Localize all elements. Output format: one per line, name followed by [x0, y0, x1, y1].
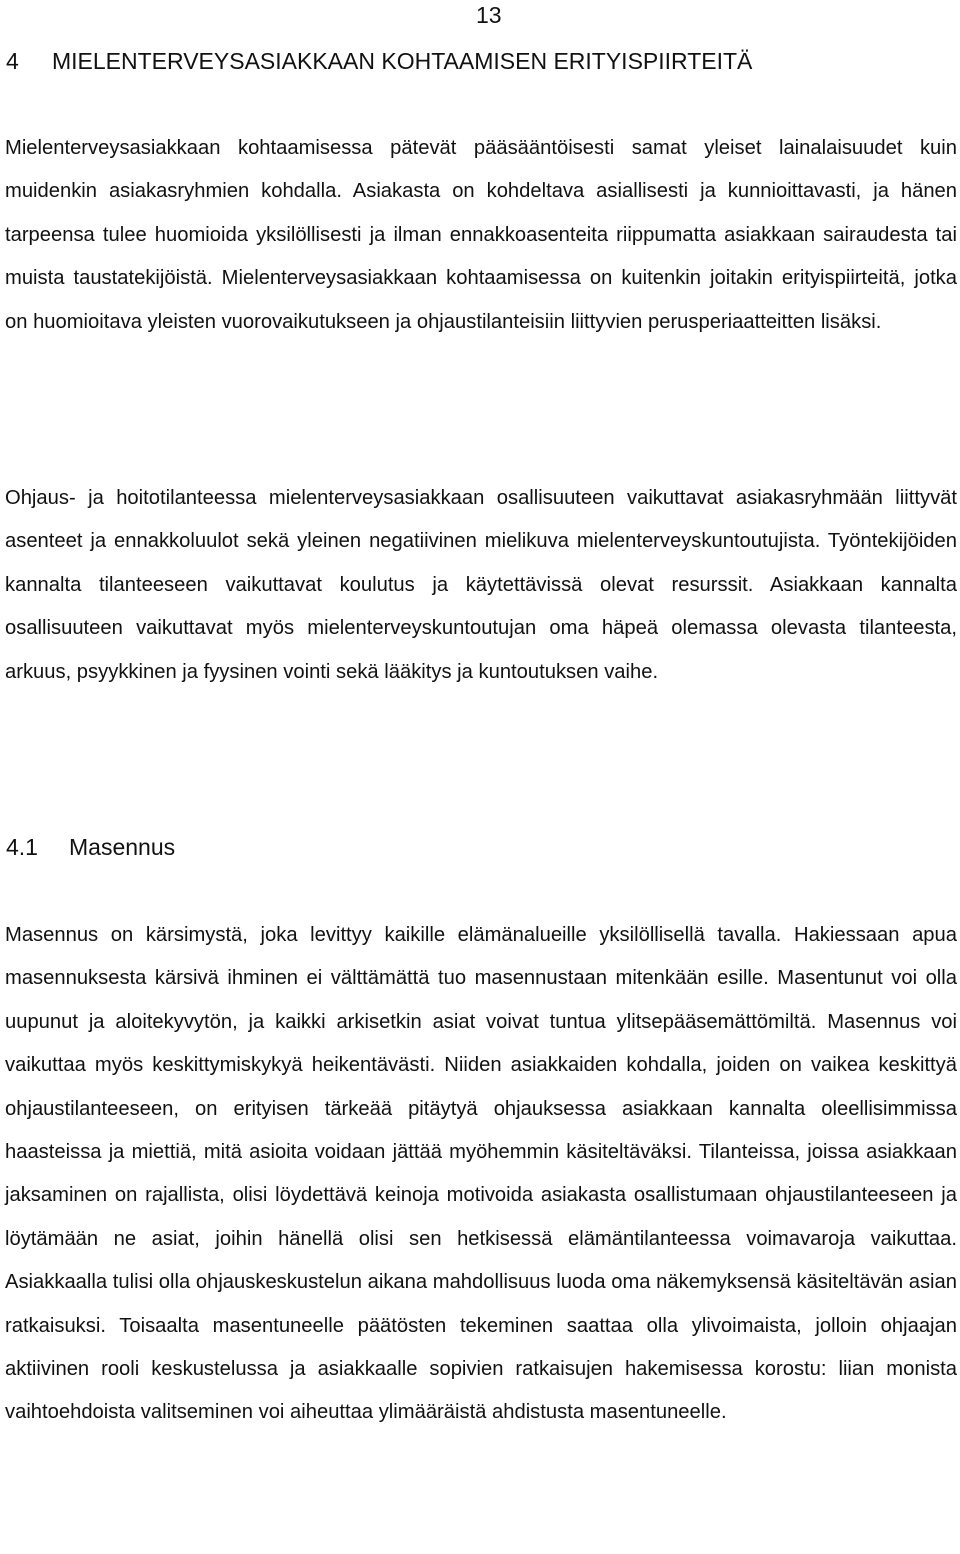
intro-paragraph: Mielenterveysasiakkaan kohtaamisessa pätevät pääsääntöisesti samat yleiset lainalaisuudet kuin muidenkin asiakasryhmien kohdalla. Asiakasta on kohdeltava asiallisesti ja kunnioittavasti, ja hänen tarpeensa tulee huomioida yksilöllisesti ja ilman ennakkoasenteita riippumatta asiakkaan sairaudesta tai muista taustatekijöistä. Mielenterveysasiakkaan kohtaamisessa on kuitenkin joitakin erityispiirteitä, jotka on huomioitava yleisten vuorovaikutukseen ja ohjaustilanteisiin liittyvien perusperiaatteitten lisäksi.: [5, 137, 957, 333]
depression-paragraph: Masennus on kärsimystä, joka levittyy kaikille elämänalueille yksilöllisellä tavalla. Hakiessaan apua masennuksesta kärsivä ihminen ei välttämättä tuo masennustaan mitenkään esille. Masentunut voi olla uupunut ja aloitekyvytön, ja kaikki arkisetkin asiat voivat tuntua ylitsepääsemättömiltä. Masennus voi vaikuttaa myös keskittymiskykyä heikentävästi. Niiden asiakkaiden kohdalla, joiden on vaikea keskittyä ohjaustilanteeseen, on erityisen tärkeää pitäytyä ohjauksessa asiakkaan kannalta oleellisimmissa haasteissa ja miettiä, mitä asioita voidaan jättää myöhemmin käsiteltäväksi. Tilanteissa, joissa asiakkaan jaksaminen on rajallista, olisi löydettävä keinoja motivoida asiakasta osallistumaan ohjaustilanteeseen ja löytämään ne asiat, joihin hänellä olisi sen hetkisessä elämäntilanteessa voimavaroja vaikuttaa. Asiakkaalla tulisi olla ohjauskeskustelun aikana mahdollisuus luoda oma näkemyksensä käsiteltävän asian ratkaisuksi. Toisaalta masentuneelle päätösten tekeminen saattaa olla ylivoimaista, jolloin ohjaajan aktiivinen rooli keskustelussa ja asiakkaalle sopivien ratkaisujen hakemisessa korostu: liian monista vaihtoehdoista valitseminen voi aiheuttaa ylimääräistä ahdistusta masentuneelle.: [5, 924, 957, 1424]
participation-paragraph: Ohjaus- ja hoitotilanteessa mielenterveysasiakkaan osallisuuteen vaikuttavat asiakasryhmään liittyvät asenteet ja ennakkoluulot sekä yleinen negatiivinen mielikuva mielenterveyskuntoutujista. Työntekijöiden kannalta tilanteeseen vaikuttavat koulutus ja käytettävissä olevat resurssit. Asiakkaan kannalta osallisuuteen vaikuttavat myös mielenterveyskuntoutujan oma häpeä olemassa olevasta tilanteesta, arkuus, psyykkinen ja fyysinen vointi sekä lääkitys ja kuntoutuksen vaihe.: [5, 487, 957, 683]
page-number: 13: [476, 2, 502, 28]
chapter-heading: [6, 46, 752, 76]
chapter-title: MIELENTERVEYSASIAKKAAN KOHTAAMISEN ERITYISPIIRTEITÄ: [52, 48, 753, 74]
section-heading: [6, 832, 175, 862]
section-title: Masennus: [69, 834, 176, 860]
section-number: 4.1: [6, 834, 38, 860]
chapter-number: 4: [6, 48, 19, 74]
